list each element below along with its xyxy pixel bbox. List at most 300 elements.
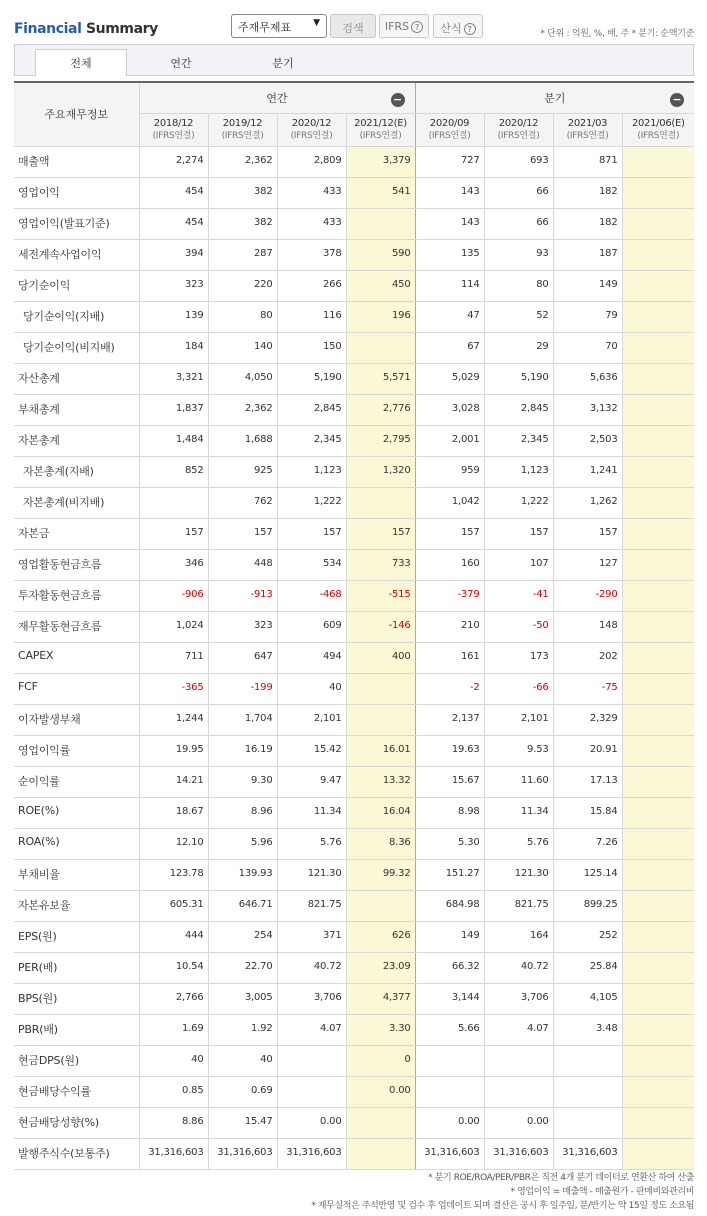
- value-cell: 684.98: [415, 890, 484, 921]
- value-cell: 80: [484, 270, 553, 301]
- value-cell: 394: [139, 239, 208, 270]
- value-cell: 19.95: [139, 735, 208, 766]
- value-cell: 2,845: [277, 394, 346, 425]
- value-cell: 0.00: [415, 1107, 484, 1138]
- value-cell: 161: [415, 642, 484, 673]
- value-cell: 0.00: [346, 1076, 415, 1107]
- value-cell: 254: [208, 921, 277, 952]
- chevron-down-icon: ▼: [313, 18, 320, 28]
- row-label[interactable]: 자본유보율: [14, 890, 139, 921]
- value-cell: 164: [484, 921, 553, 952]
- value-cell: 3.30: [346, 1014, 415, 1045]
- value-cell: 5,190: [277, 363, 346, 394]
- value-cell: 3,028: [415, 394, 484, 425]
- value-cell: 157: [346, 518, 415, 549]
- value-cell: 727: [415, 146, 484, 177]
- value-cell: [622, 1107, 694, 1138]
- value-cell: 23.09: [346, 952, 415, 983]
- value-cell: 0.69: [208, 1076, 277, 1107]
- value-cell: 52: [484, 301, 553, 332]
- value-cell: 5.96: [208, 828, 277, 859]
- value-cell: [622, 611, 694, 642]
- value-cell: 4,050: [208, 363, 277, 394]
- collapse-quarter-icon[interactable]: −: [670, 93, 684, 107]
- value-cell: [553, 1076, 622, 1107]
- tab-all[interactable]: 전체: [35, 49, 127, 76]
- value-cell: -468: [277, 580, 346, 611]
- value-cell: 31,316,603: [139, 1138, 208, 1169]
- value-cell: 151.27: [415, 859, 484, 890]
- value-cell: 121.30: [484, 859, 553, 890]
- row-label[interactable]: 재무활동현금흐름: [14, 611, 139, 642]
- row-label[interactable]: 세전계속사업이익: [14, 239, 139, 270]
- row-label[interactable]: 자본금: [14, 518, 139, 549]
- value-cell: 5,190: [484, 363, 553, 394]
- value-cell: 40.72: [484, 952, 553, 983]
- value-cell: 3.48: [553, 1014, 622, 1045]
- table-row: [14, 1138, 694, 1169]
- value-cell: 149: [553, 270, 622, 301]
- value-cell: 433: [277, 208, 346, 239]
- value-cell: 1,241: [553, 456, 622, 487]
- value-cell: 31,316,603: [553, 1138, 622, 1169]
- value-cell: 157: [139, 518, 208, 549]
- value-cell: 2,101: [484, 704, 553, 735]
- value-cell: [415, 1076, 484, 1107]
- value-cell: 127: [553, 549, 622, 580]
- table-row: [14, 487, 694, 518]
- value-cell: 5,029: [415, 363, 484, 394]
- ifrs-help-button[interactable]: [379, 14, 429, 38]
- value-cell: 646.71: [208, 890, 277, 921]
- table-row: [14, 301, 694, 332]
- table-row: [14, 890, 694, 921]
- row-label[interactable]: 부채비율: [14, 859, 139, 890]
- value-cell: 31,316,603: [484, 1138, 553, 1169]
- value-cell: [622, 208, 694, 239]
- value-cell: 123.78: [139, 859, 208, 890]
- value-cell: -50: [484, 611, 553, 642]
- row-label[interactable]: 순이익률: [14, 766, 139, 797]
- value-cell: 454: [139, 208, 208, 239]
- value-cell: 107: [484, 549, 553, 580]
- value-cell: [622, 146, 694, 177]
- value-cell: 13.32: [346, 766, 415, 797]
- quarter-group-label: 분기: [544, 91, 566, 105]
- value-cell: 4,105: [553, 983, 622, 1014]
- value-cell: 116: [277, 301, 346, 332]
- table-row: [14, 952, 694, 983]
- row-label[interactable]: 현금배당성향(%): [14, 1107, 139, 1138]
- period-basis: (IFRS연결): [290, 130, 333, 141]
- value-cell: 378: [277, 239, 346, 270]
- row-label[interactable]: FCF: [14, 673, 139, 704]
- value-cell: [277, 1076, 346, 1107]
- value-cell: 323: [139, 270, 208, 301]
- value-cell: 66: [484, 177, 553, 208]
- value-cell: [553, 1107, 622, 1138]
- value-cell: [622, 301, 694, 332]
- tab-quarterly[interactable]: 분기: [272, 57, 294, 70]
- value-cell: 925: [208, 456, 277, 487]
- value-cell: 871: [553, 146, 622, 177]
- value-cell: 494: [277, 642, 346, 673]
- value-cell: [622, 239, 694, 270]
- value-cell: 5.66: [415, 1014, 484, 1045]
- value-cell: 16.04: [346, 797, 415, 828]
- value-cell: 2,345: [277, 425, 346, 456]
- value-cell: [622, 704, 694, 735]
- statement-type-select[interactable]: [231, 14, 327, 38]
- value-cell: 2,345: [484, 425, 553, 456]
- tab-annual[interactable]: 연간: [170, 57, 192, 70]
- value-cell: 0: [346, 1045, 415, 1076]
- value-cell: 31,316,603: [277, 1138, 346, 1169]
- table-row: [14, 580, 694, 611]
- table-row: [14, 425, 694, 456]
- value-cell: 157: [208, 518, 277, 549]
- value-cell: 79: [553, 301, 622, 332]
- table-row: [14, 642, 694, 673]
- value-cell: 5.76: [484, 828, 553, 859]
- value-cell: 5.76: [277, 828, 346, 859]
- value-cell: 150: [277, 332, 346, 363]
- value-cell: 3,379: [346, 146, 415, 177]
- value-cell: 346: [139, 549, 208, 580]
- value-cell: -906: [139, 580, 208, 611]
- value-cell: 852: [139, 456, 208, 487]
- value-cell: [622, 766, 694, 797]
- value-cell: -41: [484, 580, 553, 611]
- value-cell: 433: [277, 177, 346, 208]
- value-cell: -2: [415, 673, 484, 704]
- value-cell: [622, 952, 694, 983]
- table-row: [14, 1107, 694, 1138]
- page-title: [14, 21, 158, 37]
- annual-group-label: 연간: [266, 91, 288, 105]
- period-label: 2020/09: [429, 117, 470, 129]
- search-button[interactable]: 검색: [330, 14, 376, 38]
- value-cell: [622, 332, 694, 363]
- value-cell: 149: [415, 921, 484, 952]
- row-label[interactable]: BPS(원): [14, 983, 139, 1014]
- value-cell: 454: [139, 177, 208, 208]
- value-cell: 139.93: [208, 859, 277, 890]
- value-cell: 5,636: [553, 363, 622, 394]
- value-cell: 187: [553, 239, 622, 270]
- value-cell: 31,316,603: [208, 1138, 277, 1169]
- value-cell: [622, 177, 694, 208]
- value-cell: 8.86: [139, 1107, 208, 1138]
- value-cell: [346, 487, 415, 518]
- value-cell: 693: [484, 146, 553, 177]
- table-row: [14, 363, 694, 394]
- value-cell: 2,795: [346, 425, 415, 456]
- value-cell: [622, 1138, 694, 1169]
- value-cell: 29: [484, 332, 553, 363]
- table-row: [14, 208, 694, 239]
- value-cell: 157: [415, 518, 484, 549]
- quarter-group-header: [415, 82, 694, 113]
- row-label[interactable]: 현금배당수익률: [14, 1076, 139, 1107]
- value-cell: [622, 487, 694, 518]
- footnote: * 재무실적은 주석반영 및 검수 후 업데이트 되며 결산은 공시 후 일주일, 분/반기는 약 15일 정도 소요됨: [311, 1201, 694, 1211]
- value-cell: [346, 673, 415, 704]
- value-cell: 450: [346, 270, 415, 301]
- value-cell: 323: [208, 611, 277, 642]
- value-cell: [622, 642, 694, 673]
- value-cell: 733: [346, 549, 415, 580]
- value-cell: 17.13: [553, 766, 622, 797]
- period-label: 2019/12: [222, 117, 263, 129]
- row-label[interactable]: 자산총계: [14, 363, 139, 394]
- table-row: [14, 332, 694, 363]
- value-cell: 66: [484, 208, 553, 239]
- row-label[interactable]: 영업이익률: [14, 735, 139, 766]
- value-cell: 2,503: [553, 425, 622, 456]
- value-cell: 2,101: [277, 704, 346, 735]
- value-cell: 1,484: [139, 425, 208, 456]
- row-label[interactable]: 영업활동현금흐름: [14, 549, 139, 580]
- row-label[interactable]: 이자발생부채: [14, 704, 139, 735]
- value-cell: 25.84: [553, 952, 622, 983]
- value-cell: 66.32: [415, 952, 484, 983]
- row-label[interactable]: 자본총계(지배): [14, 456, 139, 487]
- value-cell: 0.00: [484, 1107, 553, 1138]
- value-cell: -515: [346, 580, 415, 611]
- row-label[interactable]: CAPEX: [14, 642, 139, 673]
- period-header: [484, 113, 553, 146]
- row-label[interactable]: 당기순이익(지배): [14, 301, 139, 332]
- title-summary: Summary: [85, 21, 158, 37]
- table-row: [14, 983, 694, 1014]
- value-cell: 2,274: [139, 146, 208, 177]
- value-cell: 12.10: [139, 828, 208, 859]
- row-label[interactable]: 투자활동현금흐름: [14, 580, 139, 611]
- period-basis: (IFRS연결): [359, 130, 402, 141]
- table-row: [14, 456, 694, 487]
- value-cell: 382: [208, 208, 277, 239]
- footnote: * 영업이익 = 매출액 - 매출원가 - 판매비와관리비: [510, 1187, 694, 1197]
- value-cell: 139: [139, 301, 208, 332]
- value-cell: 19.63: [415, 735, 484, 766]
- value-cell: 3,706: [277, 983, 346, 1014]
- table-row: [14, 704, 694, 735]
- value-cell: [346, 1107, 415, 1138]
- value-cell: 40.72: [277, 952, 346, 983]
- period-label: 2021/03: [567, 117, 608, 129]
- value-cell: 16.01: [346, 735, 415, 766]
- value-cell: 157: [553, 518, 622, 549]
- value-cell: 2,362: [208, 146, 277, 177]
- value-cell: 9.30: [208, 766, 277, 797]
- ifrs-label: IFRS: [384, 20, 410, 33]
- value-cell: 821.75: [484, 890, 553, 921]
- financial-summary-table: [14, 81, 694, 1170]
- row-label[interactable]: 자본총계: [14, 425, 139, 456]
- value-cell: 160: [415, 549, 484, 580]
- value-cell: [622, 425, 694, 456]
- value-cell: [484, 1076, 553, 1107]
- value-cell: 7.26: [553, 828, 622, 859]
- value-cell: 1.92: [208, 1014, 277, 1045]
- value-cell: 541: [346, 177, 415, 208]
- value-cell: [346, 704, 415, 735]
- value-cell: 14.21: [139, 766, 208, 797]
- value-cell: [622, 580, 694, 611]
- value-cell: 40: [208, 1045, 277, 1076]
- row-label[interactable]: 당기순이익(비지배): [14, 332, 139, 363]
- title-financial: Financial: [14, 21, 82, 37]
- period-label: 2021/06(E): [631, 117, 685, 129]
- row-label[interactable]: 당기순이익: [14, 270, 139, 301]
- value-cell: 448: [208, 549, 277, 580]
- row-label[interactable]: 매출액: [14, 146, 139, 177]
- value-cell: 31,316,603: [415, 1138, 484, 1169]
- row-label[interactable]: ROA(%): [14, 828, 139, 859]
- value-cell: -66: [484, 673, 553, 704]
- value-cell: 18.67: [139, 797, 208, 828]
- value-cell: 590: [346, 239, 415, 270]
- value-cell: 711: [139, 642, 208, 673]
- row-label[interactable]: PER(배): [14, 952, 139, 983]
- table-row: [14, 766, 694, 797]
- value-cell: 2,137: [415, 704, 484, 735]
- row-label[interactable]: 현금DPS(원): [14, 1045, 139, 1076]
- value-cell: [346, 1138, 415, 1169]
- value-cell: [484, 1045, 553, 1076]
- value-cell: 8.96: [208, 797, 277, 828]
- value-cell: -379: [415, 580, 484, 611]
- row-label[interactable]: 자본총계(비지배): [14, 487, 139, 518]
- row-label[interactable]: 영업이익(발표기준): [14, 208, 139, 239]
- value-cell: 1,222: [277, 487, 346, 518]
- summary-header: [14, 12, 694, 42]
- period-header: [346, 113, 415, 146]
- value-cell: 1,262: [553, 487, 622, 518]
- value-cell: 67: [415, 332, 484, 363]
- value-cell: 2,845: [484, 394, 553, 425]
- value-cell: 266: [277, 270, 346, 301]
- value-cell: 9.53: [484, 735, 553, 766]
- value-cell: -199: [208, 673, 277, 704]
- formula-help-button[interactable]: [433, 14, 483, 38]
- value-cell: [622, 921, 694, 952]
- value-cell: 8.98: [415, 797, 484, 828]
- value-cell: 182: [553, 208, 622, 239]
- period-header: [277, 113, 346, 146]
- value-cell: 16.19: [208, 735, 277, 766]
- row-label[interactable]: 발행주식수(보통주): [14, 1138, 139, 1169]
- value-cell: 626: [346, 921, 415, 952]
- value-cell: 5.30: [415, 828, 484, 859]
- value-cell: 157: [484, 518, 553, 549]
- table-row: [14, 859, 694, 890]
- value-cell: [622, 735, 694, 766]
- value-cell: 382: [208, 177, 277, 208]
- table-row: [14, 394, 694, 425]
- corner-header: 주요재무정보: [14, 82, 139, 146]
- table-row: [14, 735, 694, 766]
- row-label[interactable]: PBR(배): [14, 1014, 139, 1045]
- table-row: [14, 549, 694, 580]
- value-cell: 4,377: [346, 983, 415, 1014]
- row-label[interactable]: EPS(원): [14, 921, 139, 952]
- statement-type-value: 주재무제표: [238, 21, 292, 34]
- row-label[interactable]: 영업이익: [14, 177, 139, 208]
- value-cell: 3,005: [208, 983, 277, 1014]
- table-row: [14, 518, 694, 549]
- value-cell: 287: [208, 239, 277, 270]
- value-cell: [622, 983, 694, 1014]
- value-cell: 148: [553, 611, 622, 642]
- period-basis: (IFRS연결): [566, 130, 609, 141]
- value-cell: 1,024: [139, 611, 208, 642]
- table-row: [14, 146, 694, 177]
- value-cell: [622, 859, 694, 890]
- value-cell: 15.84: [553, 797, 622, 828]
- value-cell: 140: [208, 332, 277, 363]
- value-cell: [277, 1045, 346, 1076]
- period-basis: (IFRS연결): [221, 130, 264, 141]
- value-cell: -365: [139, 673, 208, 704]
- value-cell: 15.42: [277, 735, 346, 766]
- value-cell: 1,704: [208, 704, 277, 735]
- question-icon: ?: [464, 23, 476, 35]
- value-cell: 80: [208, 301, 277, 332]
- question-icon: ?: [411, 21, 423, 33]
- value-cell: 157: [277, 518, 346, 549]
- value-cell: 1,837: [139, 394, 208, 425]
- value-cell: [346, 208, 415, 239]
- value-cell: 2,001: [415, 425, 484, 456]
- collapse-annual-icon[interactable]: −: [391, 93, 405, 107]
- value-cell: 4.07: [484, 1014, 553, 1045]
- value-cell: 210: [415, 611, 484, 642]
- value-cell: 11.34: [277, 797, 346, 828]
- table-row: [14, 270, 694, 301]
- value-cell: 0.85: [139, 1076, 208, 1107]
- annual-group-header: [139, 82, 415, 113]
- value-cell: 15.47: [208, 1107, 277, 1138]
- value-cell: [553, 1045, 622, 1076]
- row-label[interactable]: 부채총계: [14, 394, 139, 425]
- table-row: [14, 1014, 694, 1045]
- value-cell: 444: [139, 921, 208, 952]
- value-cell: 182: [553, 177, 622, 208]
- value-cell: 10.54: [139, 952, 208, 983]
- value-cell: [346, 332, 415, 363]
- value-cell: 22.70: [208, 952, 277, 983]
- value-cell: 8.36: [346, 828, 415, 859]
- value-cell: -146: [346, 611, 415, 642]
- table-row: [14, 921, 694, 952]
- value-cell: [622, 394, 694, 425]
- value-cell: [415, 1045, 484, 1076]
- value-cell: 1,320: [346, 456, 415, 487]
- value-cell: [622, 797, 694, 828]
- table-row: [14, 673, 694, 704]
- period-header: [139, 113, 208, 146]
- period-header: [415, 113, 484, 146]
- value-cell: 371: [277, 921, 346, 952]
- value-cell: [622, 1014, 694, 1045]
- value-cell: 1,688: [208, 425, 277, 456]
- value-cell: 196: [346, 301, 415, 332]
- value-cell: [622, 270, 694, 301]
- row-label[interactable]: ROE(%): [14, 797, 139, 828]
- period-basis: (IFRS연결): [152, 130, 195, 141]
